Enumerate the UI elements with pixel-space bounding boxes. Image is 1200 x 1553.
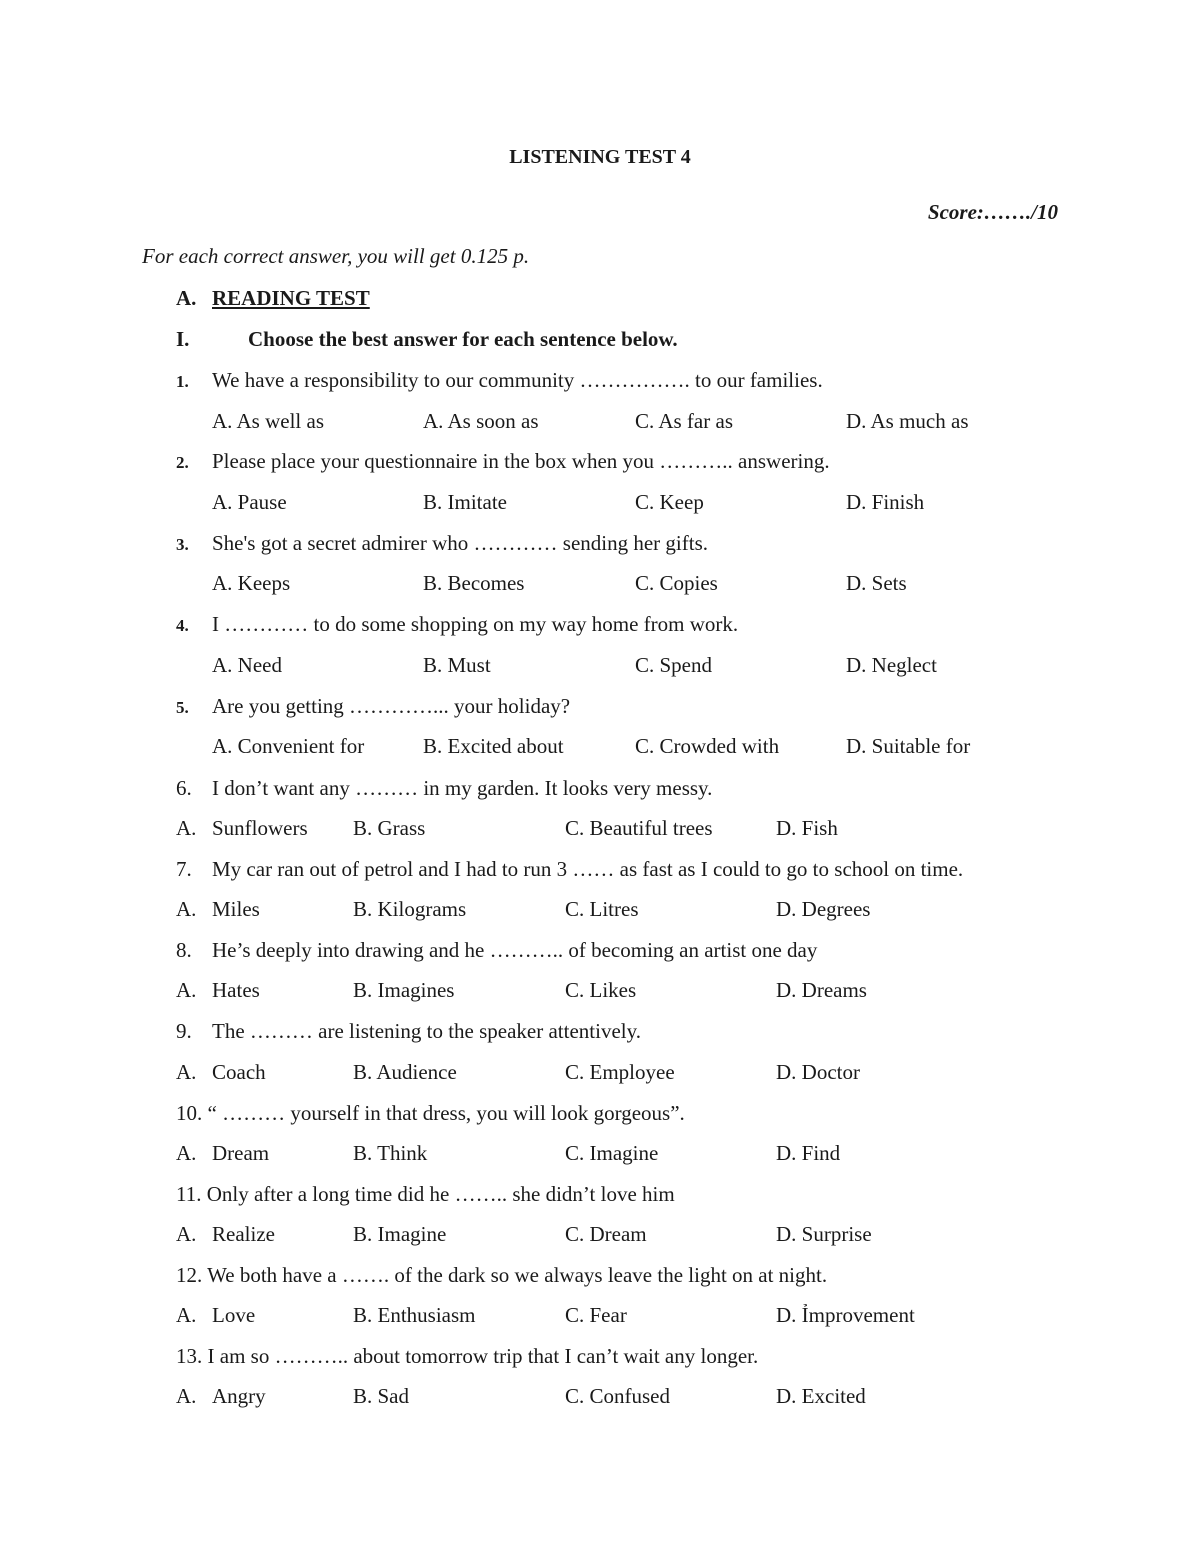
answer-option[interactable]: Hates — [212, 978, 260, 1002]
answer-option[interactable]: B. Sad — [353, 1384, 410, 1408]
answer-option[interactable]: A. Pause — [212, 490, 287, 514]
answer-option[interactable]: D. Suitable for — [846, 734, 971, 758]
answer-option[interactable]: C. Keep — [635, 490, 704, 514]
answer-option[interactable]: B. Becomes — [423, 571, 525, 595]
answer-option[interactable]: B. Excited about — [423, 734, 564, 758]
question-number: 7. — [176, 857, 192, 881]
answer-option[interactable]: A. — [176, 1384, 197, 1408]
answer-option[interactable]: C. Fear — [565, 1303, 627, 1327]
answer-option[interactable]: C. Beautiful trees — [565, 816, 713, 840]
answer-option[interactable]: B. Must — [423, 653, 491, 677]
answer-option[interactable]: B. Imitate — [423, 490, 507, 514]
answer-option[interactable]: C. Copies — [635, 571, 718, 595]
question-number: 2. — [176, 453, 189, 472]
answer-option[interactable]: C. Employee — [565, 1060, 675, 1084]
part-title: Choose the best answer for each sentence below. — [248, 327, 678, 351]
question-number: 6. — [176, 776, 192, 800]
question-text: Please place your questionnaire in the box when you ……….. answering. — [212, 449, 830, 473]
answer-option[interactable]: C. Confused — [565, 1384, 670, 1408]
answer-option[interactable]: D. Dreams — [776, 978, 867, 1002]
question-number: 9. — [176, 1019, 192, 1043]
answer-option[interactable]: B. Enthusiasm — [353, 1303, 476, 1327]
answer-option[interactable]: Sunflowers — [212, 816, 308, 840]
section-number: A. — [176, 286, 197, 310]
question-text: She's got a secret admirer who ………… sending her gifts. — [212, 531, 709, 555]
answer-option[interactable]: C. Likes — [565, 978, 637, 1002]
part-number: I. — [176, 327, 190, 351]
question-number: 11. — [176, 1182, 202, 1206]
question-text: I ………… to do some shopping on my way home from work. — [212, 612, 739, 636]
question-number: 4. — [176, 616, 189, 635]
answer-option[interactable]: A. As well as — [212, 409, 324, 433]
answer-option[interactable]: B. Audience — [353, 1060, 457, 1084]
question-number: 3. — [176, 535, 189, 554]
answer-option[interactable]: D. Surprise — [776, 1222, 872, 1246]
answer-option[interactable]: B. Think — [353, 1141, 428, 1165]
question-text: My car ran out of petrol and I had to run 3 …… as fast as I could to go to school on time. — [212, 857, 964, 881]
question-number: 5. — [176, 698, 189, 717]
answer-option[interactable]: C. Imagine — [565, 1141, 659, 1165]
answer-option[interactable]: D. Find — [776, 1141, 841, 1165]
answer-option[interactable]: D. Ỉmprovement — [776, 1303, 915, 1327]
answer-option[interactable]: D. As much as — [846, 409, 969, 433]
section-title: READING TEST — [212, 286, 370, 310]
answer-option[interactable]: A. — [176, 1303, 197, 1327]
question-number: 12. — [176, 1263, 203, 1287]
question-number: 13. — [176, 1344, 203, 1368]
question-text: I am so ……….. about tomorrow trip that I can’t wait any longer. — [207, 1344, 759, 1368]
question-text: He’s deeply into drawing and he ……….. of becoming an artist one day — [212, 938, 818, 962]
answer-option[interactable]: Miles — [212, 897, 260, 921]
question-number: 8. — [176, 938, 192, 962]
answer-option[interactable]: D. Excited — [776, 1384, 866, 1408]
answer-option[interactable]: Coach — [212, 1060, 266, 1084]
question-text: I don’t want any ……… in my garden. It looks very messy. — [212, 776, 713, 800]
answer-option[interactable]: A. — [176, 816, 197, 840]
question-text: We have a responsibility to our community ……………. to our families. — [212, 368, 823, 392]
answer-option[interactable]: D. Degrees — [776, 897, 871, 921]
answer-option[interactable]: C. Litres — [565, 897, 639, 921]
question-text: The ……… are listening to the speaker attentively. — [212, 1019, 642, 1043]
answer-option[interactable]: A. — [176, 978, 197, 1002]
answer-option[interactable]: Dream — [212, 1141, 270, 1165]
answer-option[interactable]: D. Fish — [776, 816, 838, 840]
score-field: Score:……./10 — [927, 200, 1058, 224]
question-text: Are you getting …………... your holiday? — [212, 694, 571, 718]
answer-option[interactable]: D. Sets — [846, 571, 907, 595]
question-number: 1. — [176, 372, 189, 391]
answer-option[interactable]: A. Keeps — [212, 571, 291, 595]
answer-option[interactable]: A. — [176, 1060, 197, 1084]
answer-option[interactable]: Realize — [212, 1222, 275, 1246]
answer-option[interactable]: C. Spend — [635, 653, 713, 677]
answer-option[interactable]: B. Imagine — [353, 1222, 447, 1246]
answer-option[interactable]: A. Need — [212, 653, 282, 677]
answer-option[interactable]: A. — [176, 1222, 197, 1246]
page-title: LISTENING TEST 4 — [509, 146, 691, 168]
question-text: Only after a long time did he …….. she didn’t love him — [206, 1182, 675, 1206]
answer-option[interactable]: Love — [212, 1303, 256, 1327]
question-text: We both have a ……. of the dark so we always leave the light on at night. — [207, 1263, 828, 1287]
answer-option[interactable]: D. Doctor — [776, 1060, 860, 1084]
answer-option[interactable]: A. — [176, 897, 197, 921]
answer-option[interactable]: B. Kilograms — [353, 897, 467, 921]
scoring-instruction: For each correct answer, you will get 0.125 p. — [142, 244, 530, 268]
answer-option[interactable]: C. Dream — [565, 1222, 647, 1246]
answer-option[interactable]: D. Finish — [846, 490, 925, 514]
question-text: “ ……… yourself in that dress, you will look gorgeous”. — [207, 1101, 685, 1125]
answer-option[interactable]: Angry — [212, 1384, 266, 1408]
answer-option[interactable]: A. As soon as — [423, 409, 539, 433]
answer-option[interactable]: B. Grass — [353, 816, 426, 840]
answer-option[interactable]: D. Neglect — [846, 653, 937, 677]
answer-option[interactable]: A. Convenient for — [212, 734, 365, 758]
answer-option[interactable]: A. — [176, 1141, 197, 1165]
question-number: 10. — [176, 1101, 203, 1125]
answer-option[interactable]: C. Crowded with — [635, 734, 780, 758]
answer-option[interactable]: C. As far as — [635, 409, 733, 433]
answer-option[interactable]: B. Imagines — [353, 978, 455, 1002]
